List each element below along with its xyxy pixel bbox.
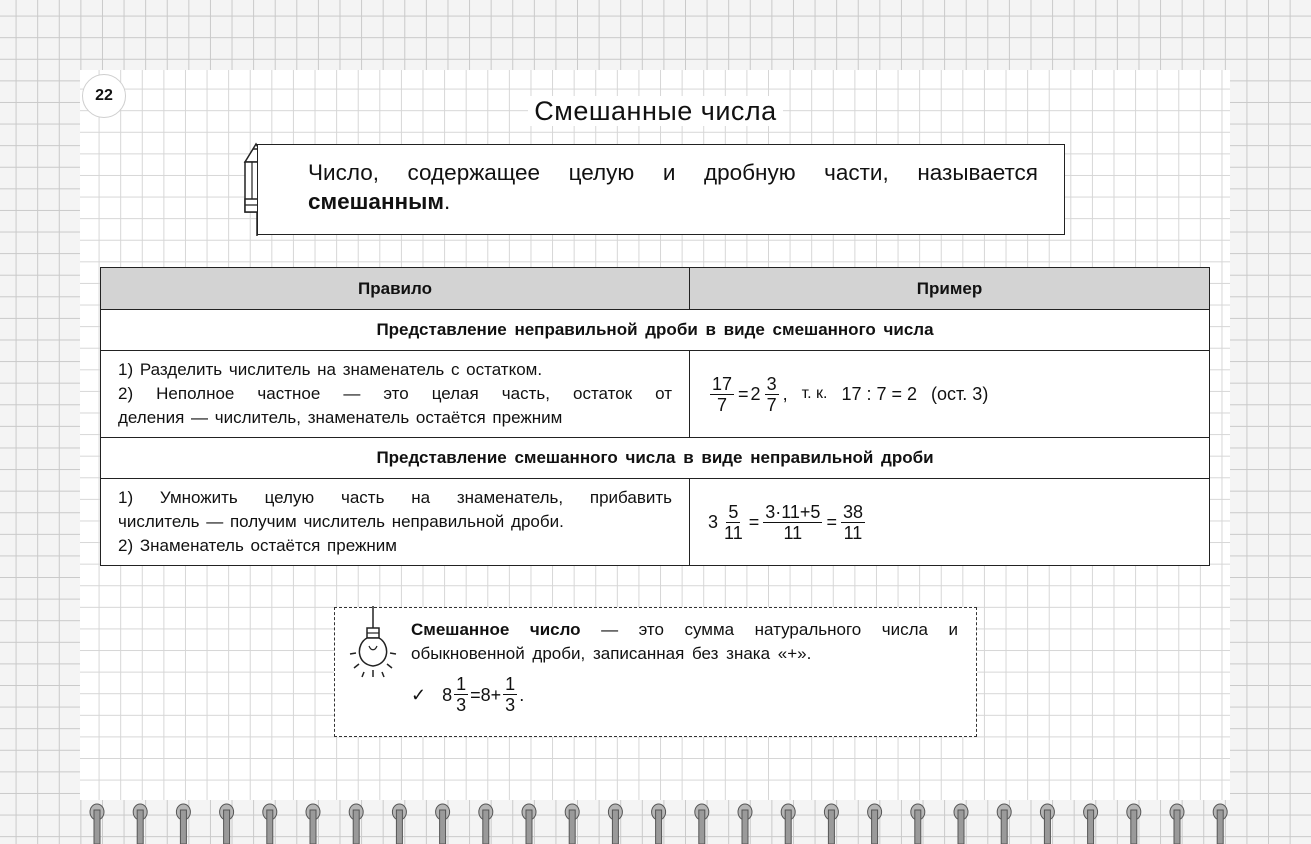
spiral-ring xyxy=(781,804,795,844)
fraction: $\frac{1}{3}$ xyxy=(505,674,516,715)
section-title-row xyxy=(101,438,1210,479)
table-row xyxy=(101,351,1210,438)
fraction: $\frac{3}{7}$ xyxy=(766,373,777,415)
spiral-ring xyxy=(392,804,406,844)
note-term: Смешанное число xyxy=(411,620,581,639)
definition-line-1: Число, содержащее целую и дробную части, называется xyxy=(308,160,1038,185)
note-example: ✓ 8 $\frac{1}{3}$ = 8 + $\frac{1}{3}$ . xyxy=(411,674,525,715)
spiral-ring xyxy=(479,804,493,844)
section-title: Представление смешанного числа в виде неправильной дроби xyxy=(101,438,1210,479)
spiral-ring xyxy=(349,804,363,844)
rule-cell: 1) Разделить числитель на знаменатель с остатком. 2) Неполное частное — это целая часть, остаток от деления — числитель, знаменатель остаётся прежним xyxy=(101,351,690,438)
header-rule: Правило xyxy=(101,268,690,310)
example-formula: $\frac{17}{7}$ = 2 $\frac{3}{7}$ , т. к. 17 : 7 = 2 (ост. 3) xyxy=(712,373,989,415)
spiral-ring xyxy=(997,804,1011,844)
fraction: $\frac{38}{11}$ xyxy=(842,501,863,543)
example-formula: 3 $\frac{5}{11}$ = $\frac{3\cdot 11+5}{11}$ = $\frac{38}{11}$ xyxy=(708,501,863,543)
example-cell xyxy=(690,351,1210,438)
spiral-ring xyxy=(1213,804,1227,844)
spiral-ring xyxy=(220,804,234,844)
spiral-ring xyxy=(1040,804,1054,844)
spiral-binding xyxy=(0,800,1311,844)
spiral-ring xyxy=(133,804,147,844)
check-icon: ✓ xyxy=(411,684,427,705)
spiral-ring xyxy=(176,804,190,844)
rules-table xyxy=(100,267,1210,566)
spiral-ring xyxy=(1084,804,1098,844)
definition-line-2: смешанным. xyxy=(308,189,451,214)
header-example: Пример xyxy=(690,268,1210,310)
page-title: Смешанные числа xyxy=(0,96,1311,127)
section-title: Представление неправильной дроби в виде смешанного числа xyxy=(101,310,1210,351)
spiral-ring xyxy=(652,804,666,844)
spiral-ring xyxy=(306,804,320,844)
fraction: $\frac{3\cdot 11+5}{11}$ xyxy=(765,501,821,543)
spiral-ring xyxy=(954,804,968,844)
note-text: Смешанное число — это сумма натурального числа и обыкновенной дроби, записанная без знака «+». xyxy=(411,620,959,663)
spiral-ring xyxy=(90,804,104,844)
spiral-ring xyxy=(695,804,709,844)
spiral-ring xyxy=(911,804,925,844)
spiral-ring xyxy=(565,804,579,844)
spiral-ring xyxy=(824,804,838,844)
page-number: 22 xyxy=(82,74,126,118)
spiral-ring xyxy=(522,804,536,844)
fraction: $\frac{1}{3}$ xyxy=(456,674,467,715)
table-row xyxy=(101,479,1210,566)
definition-box xyxy=(257,144,1065,235)
spiral-ring xyxy=(263,804,277,844)
rule-cell: 1) Умножить целую часть на знаменатель, прибавить числитель — получим числитель неправильной дроби. 2) Знаменатель остаётся прежним xyxy=(101,479,690,566)
table-header xyxy=(101,268,1210,310)
example-cell xyxy=(690,479,1210,566)
definition-term: смешанным xyxy=(308,189,444,214)
spiral-ring xyxy=(1127,804,1141,844)
spiral-ring xyxy=(436,804,450,844)
spiral-ring xyxy=(738,804,752,844)
fraction: $\frac{17}{7}$ xyxy=(712,373,733,415)
fraction: $\frac{5}{11}$ xyxy=(724,501,743,543)
section-title-row xyxy=(101,310,1210,351)
note-box xyxy=(334,607,977,737)
spiral-ring xyxy=(868,804,882,844)
light-bulb-icon xyxy=(348,606,398,681)
spiral-ring xyxy=(1170,804,1184,844)
spiral-ring xyxy=(608,804,622,844)
